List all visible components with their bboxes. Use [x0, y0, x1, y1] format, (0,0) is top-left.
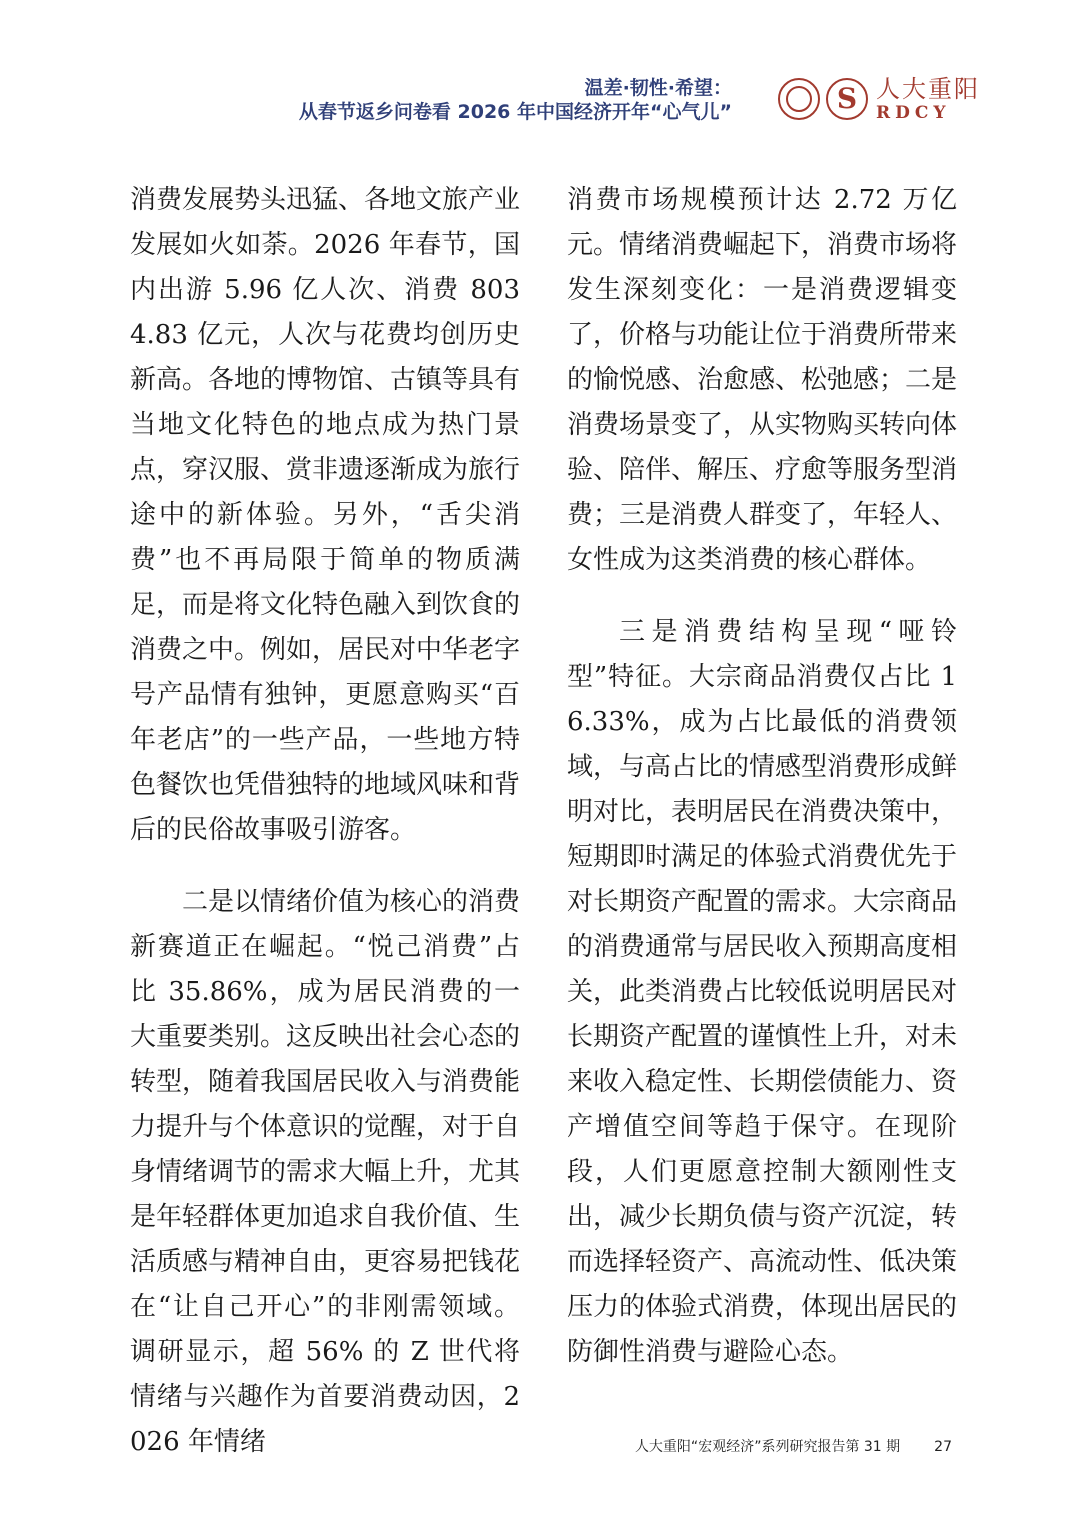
- footer-series-name: 人大重阳“宏观经济”系列研究报告第 31 期: [634, 1439, 901, 1455]
- seal-icon: [778, 78, 820, 120]
- page-footer: [635, 1436, 952, 1456]
- page-number: 27: [934, 1439, 952, 1455]
- header-title-line1: 温差·韧性·希望：: [584, 77, 732, 99]
- s-emblem-icon: S: [826, 78, 868, 120]
- right-column: [567, 178, 957, 1402]
- rdcy-logo: [778, 75, 980, 128]
- left-column: [130, 178, 520, 1492]
- logo-chinese-name: 人大重阳: [876, 75, 980, 103]
- report-header-title: [299, 76, 732, 124]
- paragraph: 消费市场规模预计达 2.72 万亿元。情绪消费崛起下，消费市场将发生深刻变化：一是消费逻辑变了，价格与功能让位于消费所带来的愉悦感、治愈感、松弛感；二是消费场景变了，从实物购买转向体验、陪伴、解压、疗愈等服务型消费；三是消费人群变了，年轻人、女性成为这类消费的核心群体。: [567, 185, 958, 575]
- logo-english-name: RDCY: [876, 103, 951, 123]
- paragraph: 消费发展势头迅猛、各地文旅产业发展如火如荼。2026 年春节，国内出游 5.96 亿人次、消费 8034.83 亿元，人次与花费均创历史新高。各地的博物馆、古镇等具有当地文化特色的地点成为热门景点，穿汉服、赏非遗逐渐成为旅行途中的新体验。另外，“舌尖消费”也不再局限于简单的物质满足，而是将文化特色融入到饮食的消费之中。例如，居民对中华老字号产品情有独钟，更愿意购买“百年老店”的一些产品，一些地方特色餐饮也凭借独特的地域风味和背后的民俗故事吸引游客。: [130, 185, 521, 845]
- paragraph: 二是以情绪价值为核心的消费新赛道正在崛起。“悦己消费”占比 35.86%，成为居民消费的一大重要类别。这反映出社会心态的转型，随着我国居民收入与消费能力提升与个体意识的觉醒，对于自身情绪调节的需求大幅上升，尤其是年轻群体更加追求自我价值、生活质感与精神自由，更容易把钱花在“让自己开心”的非刚需领域。调研显示，超 56% 的 Z 世代将情绪与兴趣作为首要消费动因，2026 年情绪: [130, 887, 521, 1457]
- paragraph: 三是消费结构呈现“哑铃型”特征。大宗商品消费仅占比 16.33%，成为占比最低的消费领域，与高占比的情感型消费形成鲜明对比，表明居民在消费决策中，短期即时满足的体验式消费优先于对长期资产配置的需求。大宗商品的消费通常与居民收入预期高度相关，此类消费占比较低说明居民对长期资产配置的谨慎性上升，对未来收入稳定性、长期偿债能力、资产增值空间等趋于保守。在现阶段，人们更愿意控制大额刚性支出，减少长期负债与资产沉淀，转而选择轻资产、高流动性、低决策压力的体验式消费，体现出居民的防御性消费与避险心态。: [567, 617, 958, 1367]
- header-title-line2: 从春节返乡问卷看 2026 年中国经济开年“心气儿”: [298, 101, 732, 123]
